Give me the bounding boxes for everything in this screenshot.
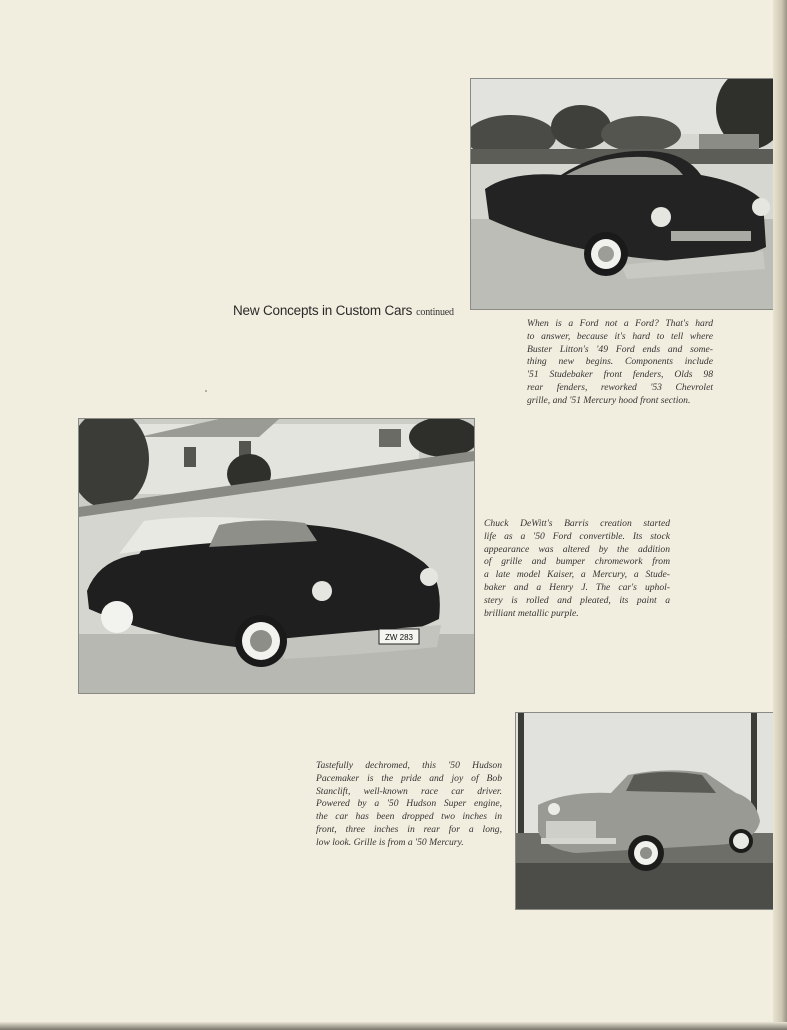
caption-line: Powered by a '50 Hudson Super engine, [316, 798, 502, 810]
photo-1949-ford [470, 78, 783, 310]
page-bottom-edge [0, 1022, 787, 1030]
caption-line: a late model Kaiser, a Mercury, a Stude- [484, 569, 670, 581]
caption-hudson-pacemaker [316, 760, 502, 850]
caption-line: '51 Studebaker front fenders, Olds 98 [527, 369, 713, 381]
caption-line: Stanclift, well-known race car driver. [316, 785, 502, 797]
caption-line: front, three inches in rear for a long, [316, 823, 502, 835]
caption-line: grille, and '51 Mercury hood front section. [527, 394, 691, 406]
caption-line: baker and a Henry J. The car's uphol- [484, 581, 670, 593]
headline-continued: continued [416, 307, 454, 318]
caption-line: When is a Ford not a Ford? That's hard [527, 318, 713, 329]
caption-1949-ford [527, 318, 713, 408]
license-plate: ZW 283 [384, 633, 414, 642]
caption-line: brilliant metallic purple. [484, 607, 579, 619]
article-headline [233, 303, 454, 318]
caption-line: Tastefully dechromed, this '50 Hudson [316, 760, 502, 771]
caption-line: Buster Litton's '49 Ford ends and some- [527, 343, 713, 355]
caption-line: Pacemaker is the pride and joy of Bob [316, 772, 502, 784]
caption-line: appearance was altered by the addition [484, 543, 670, 555]
print-speck [205, 390, 207, 392]
caption-line: thing new begins. Components include [527, 356, 713, 368]
caption-line: stery is rolled and pleated, its paint a [484, 594, 670, 606]
page-binding-edge [773, 0, 787, 1030]
caption-line: Chuck DeWitt's Barris creation started [484, 518, 670, 529]
caption-line: life as a '50 Ford convertible. Its stock [484, 530, 670, 542]
photo-1950-ford-convertible [78, 418, 475, 694]
caption-barris-creation [484, 518, 670, 620]
caption-line: low look. Grille is from a '50 Mercury. [316, 836, 464, 848]
photo-1950-hudson [515, 712, 777, 910]
caption-line: of grille and bumper chromework from [484, 556, 670, 568]
caption-line: to answer, because it's hard to tell where [527, 330, 713, 342]
caption-line: the car has been dropped two inches in [316, 811, 502, 823]
caption-line: rear fenders, reworked '53 Chevrolet [527, 381, 713, 393]
headline-title: New Concepts in Custom Cars [233, 303, 413, 318]
